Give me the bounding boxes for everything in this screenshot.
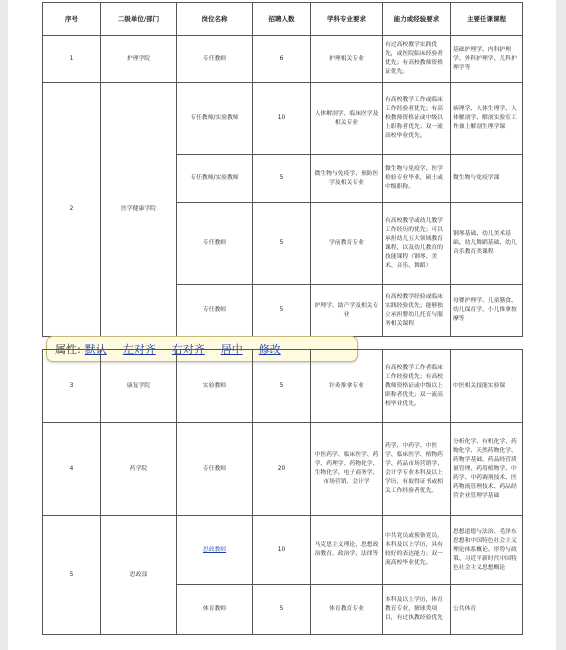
align-center-button[interactable]: 居中	[220, 343, 243, 356]
cell-no: 2	[43, 83, 101, 337]
cell-post: 专任教师	[177, 423, 253, 516]
header-cell: 主要任课课程	[451, 3, 523, 36]
header-cell: 岗位名称	[177, 3, 253, 36]
cell-num: 10	[253, 516, 311, 585]
cell-major: 护理学、助产学及相关专业	[311, 285, 383, 337]
cell-course: 母婴护理学、儿童膳食、幼儿保育学、小儿推拿按摩等	[451, 285, 523, 337]
header-cell: 序号	[43, 3, 101, 36]
cell-num: 10	[253, 83, 311, 155]
cell-course: 微生物与免疫学课	[451, 155, 523, 203]
cell-num: 5	[253, 285, 311, 337]
cell-course: 病理学、人体生理学、人体解剖学、解剖实验室工作兼上解剖生理学课	[451, 83, 523, 155]
cell-req: 有高校教学工作或临床工作经验者优先；有高校教师资格证或中级以上职称者优先；双一流高校毕业优先。	[383, 83, 451, 155]
header-cell: 二级单位/部门	[101, 3, 177, 36]
cell-course: 分析化学、有机化学、药物化学、天然药物化学、药物学基础、药品经营质量管理、药用植物学、中药学、中药调剂技术、医药物流管理技术、药品经营企业管理学基础	[451, 423, 523, 516]
cell-req: 有高校教学工作者临床工作经验优先；有高校教师资格证或中级以上职称者优先；双一流高校毕业优先。	[383, 350, 451, 423]
align-right-button[interactable]: 右对齐	[171, 343, 205, 356]
cell-req: 药学、中药学、中医学、临床医学、植物药学、药品市场营销学、会计学专业本科及以上学历，有取得证书或相关工作经验者优先。	[383, 423, 451, 516]
align-left-button[interactable]: 左对齐	[122, 343, 156, 356]
cell-num: 5	[253, 350, 311, 423]
cell-course: 中医相关技能实验课	[451, 350, 523, 423]
cell-unit: 康复学院	[101, 350, 177, 423]
cell-major: 针灸推拿专业	[311, 350, 383, 423]
cell-unit: 思政部	[101, 516, 177, 635]
header-cell: 能力或经验要求	[383, 3, 451, 36]
table-row	[43, 36, 523, 83]
cell-req: 有过高校教学实践优先，或医院临床经验者优先；有高校教师资格证优先。	[383, 36, 451, 83]
cell-post: 专任教师	[177, 36, 253, 83]
cell-num: 5	[253, 585, 311, 635]
cell-no: 1	[43, 36, 101, 83]
cell-course: 钢琴基础、幼儿美术基础、幼儿舞蹈基础、幼儿音乐教育类课程	[451, 203, 523, 285]
cell-post: 专任教师/实验教师	[177, 83, 253, 155]
cell-major: 马克思主义理论、思想政治教育、政治学、法律等	[311, 516, 383, 585]
cell-unit: 药学院	[101, 423, 177, 516]
cell-post	[177, 516, 253, 585]
cell-num: 5	[253, 203, 311, 285]
cell-course: 基础护理学、内科护理学、外科护理学、儿科护理学等	[451, 36, 523, 83]
cell-post: 专任教师/实验教师	[177, 155, 253, 203]
recruitment-table-bottom	[42, 349, 523, 635]
cell-no: 4	[43, 423, 101, 516]
cell-no: 5	[43, 516, 101, 635]
cell-course: 思想道德与法治、毛泽东思想和中国特色社会主义理论体系概论、形势与政策、习近平新时代中国特色社会主义思想概论	[451, 516, 523, 585]
highlighted-post: 思政教师	[202, 546, 227, 553]
cell-unit: 医学健康学院	[101, 83, 177, 337]
cell-num: 5	[253, 155, 311, 203]
cell-post: 体育教师	[177, 585, 253, 635]
header-cell: 学科专业要求	[311, 3, 383, 36]
edit-button[interactable]: 修改	[258, 343, 281, 356]
recruitment-table-top	[42, 2, 523, 337]
toolbar-label: 属性:	[55, 343, 81, 356]
cell-req: 有高校教学经验或临床实践经验优先；能够独立承担婴幼儿托育与服务相关课程	[383, 285, 451, 337]
cell-req: 微生物与免疫学、医学检验专业毕业，硕士或中级职称。	[383, 155, 451, 203]
table-row	[43, 83, 523, 155]
header-cell: 招聘人数	[253, 3, 311, 36]
cell-major: 微生物与免疫学、预防医学及相关专业	[311, 155, 383, 203]
cell-unit: 护理学院	[101, 36, 177, 83]
cell-post: 实验教师	[177, 350, 253, 423]
cell-no: 3	[43, 350, 101, 423]
cell-major: 学前教育专业	[311, 203, 383, 285]
cell-major: 人体解剖学、临床医学及相关专业	[311, 83, 383, 155]
cell-post: 专任教师	[177, 285, 253, 337]
table-row	[43, 423, 523, 516]
table-header-row	[43, 3, 523, 36]
cell-num: 6	[253, 36, 311, 83]
cell-major: 体育教育专业	[311, 585, 383, 635]
cell-req: 本科及以上学历，体育教育专业，擅球类项目，有过执教经验优先	[383, 585, 451, 635]
table-row	[43, 350, 523, 423]
default-align-button[interactable]: 默认	[84, 343, 107, 356]
cell-req: 中共党员或预备党员，本科及以上学历，具有较好的表达能力；双一流高校毕业优先。	[383, 516, 451, 585]
cell-req: 有高校教学或幼儿教学工作经历的优先；可以承担幼儿五大领域教育课程，以及幼儿教育的技能课程（钢琴、美术、音乐、舞蹈）	[383, 203, 451, 285]
cell-post: 专任教师	[177, 203, 253, 285]
cell-course: 公共体育	[451, 585, 523, 635]
cell-major: 中医药学、临床医学、药学、药理学、药物化学、生物化学、电子商务学、市场营销、会计学	[311, 423, 383, 516]
table-row	[43, 516, 523, 585]
cell-major: 护理相关专业	[311, 36, 383, 83]
cell-num: 20	[253, 423, 311, 516]
